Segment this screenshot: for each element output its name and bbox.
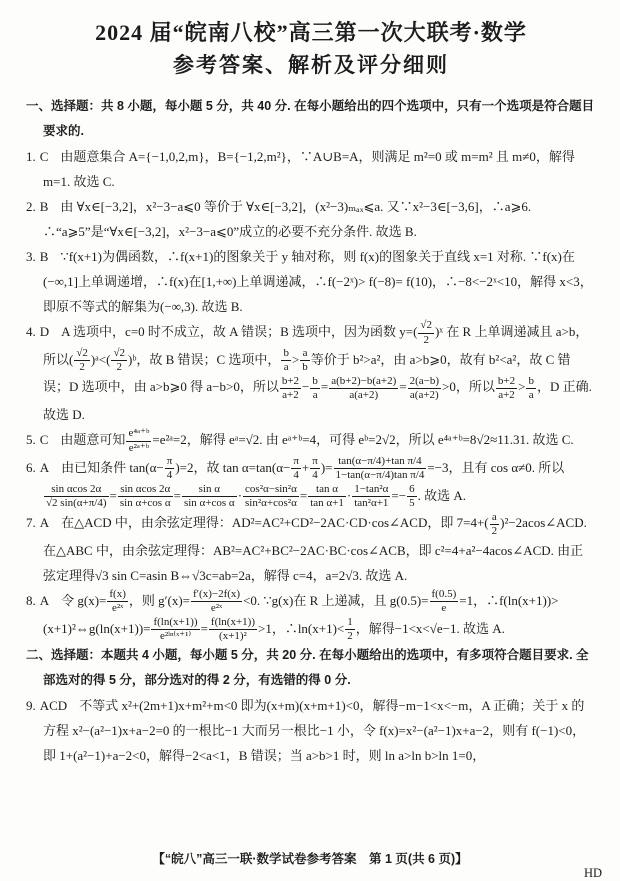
question-number: 6. (26, 459, 36, 475)
solution-text: 由题意可知 $\frac{\text{e⁴ᵃ⁺ᵇ}}{\text{e²ᵃ⁺ᵇ}}$ =e²ᵃ=2，解得 eᵃ=√2. 由 eᵃ⁺ᵇ=4，可得 eᵇ=2√2，所以 e⁴ᵃ⁺ᵇ=8√2≈11.31. 故选 C. (60, 427, 574, 454)
answer-label: B (39, 199, 49, 214)
question-solution (26, 693, 596, 768)
answer-label: A (39, 592, 50, 608)
question-solution (26, 588, 596, 643)
footer-caption: 【“皖八”高三一联·数学试卷参考答案 第 1 页(共 6 页)】 (152, 852, 468, 866)
fraction: $\frac{√2}{2}$ (420, 319, 432, 346)
fraction: $\frac{\pi}{4}$ (312, 455, 318, 482)
fraction: $\frac{f(0.5)}{e}$ (431, 588, 457, 615)
solution-text: 不等式 x²+(2m+1)x+m²+m<0 即为(x+m)(x+m+1)<0，解得−m−1<x<−m，A 正确；关于 x 的方程 x²−(a²−1)x+a−2=0 的一根比−1 大而另一根比−1 小，令 f(x)=x²−(a²−1)x+a−2，则有 f(−1)<0，即 1+(a²−1)+a−2<0，解得−2<a<1，B 错误；当 a>b>1 时，则 ln a>ln b>ln 1=0， (43, 698, 586, 764)
question-solution (26, 319, 596, 427)
solution-text: 由题意集合 A={−1,0,2,m}，B={−1,2,m²}，∵A∪B=A，则满足 m²=0 或 m=m² 且 m≠0，解得 m=1. 故选 C. (43, 149, 575, 189)
fraction: $\frac{\text{e⁴ᵃ⁺ᵇ}}{\text{e²ᵃ⁺ᵇ}}$ (128, 427, 150, 454)
fraction: $\frac{\text{tan(α−π/4)+tan π/4}}{\text{1−tan(α−π/4)tan π/4}}$ (335, 455, 425, 482)
fraction: $\frac{\text{tan α}}{\text{tan α+1}}$ (310, 482, 344, 510)
question-number: 3. (26, 249, 36, 264)
fraction: $\frac{√2}{2}$ (113, 347, 125, 374)
fraction: $\frac{f'(x)-2f(x)}{\text{e²ˣ}}$ (192, 588, 241, 615)
fraction: $\frac{b}{a}$ (283, 347, 289, 374)
fraction: $\frac{6}{5}$ (409, 482, 415, 510)
answer-label: B (39, 249, 49, 264)
answer-label: A (39, 459, 50, 475)
question-solution (26, 427, 596, 455)
fraction: $\frac{f(\ln(x+1))}{\text{e²ˡⁿ⁽ˣ⁺¹⁾}}$ (153, 615, 198, 643)
solution-text: 由 ∀x∈[−3,2]，x²−3−a⩽0 等价于 ∀x∈[−3,2]，(x²−3)ₘₐₓ⩽a. 又∵x²−3∈[−3,6]，∴a⩾6. ∴“a⩾5”是“∀x∈[−3,2]，x²−3−a⩽0”成立的必要不充分条件. 故选 B. (43, 199, 532, 239)
footer-code: HD (583, 866, 602, 880)
fraction: $\frac{\pi}{4}$ (293, 455, 299, 482)
fraction: $\frac{f(x)}{\text{e²ˣ}}$ (109, 588, 126, 615)
question-number: 2. (26, 199, 36, 214)
fraction: $\frac{\text{1−tan²α}}{\text{tan²α+1}}$ (354, 482, 389, 510)
answer-label: D (39, 324, 50, 339)
question-number: 8. (26, 592, 36, 608)
question-solution (26, 510, 596, 588)
fraction: $\frac{f(\ln(x+1))}{\text{(x+1)²}}$ (210, 615, 255, 643)
fraction: $\frac{\pi}{4}$ (166, 455, 173, 482)
section-header: 一、选择题：共 8 小题，每小题 5 分，共 40 分. 在每小题给出的四个选项中，只有一个选项是符合题目要求的. (26, 99, 595, 138)
question-solution (26, 194, 596, 244)
fraction: $\frac{a}{b}$ (302, 347, 308, 374)
question-solution (26, 455, 596, 510)
fraction: $\frac{b+2}{a+2}$ (281, 374, 300, 401)
question-solution (26, 144, 596, 194)
solution-text: A 选项中，c=0 时不成立，故 A 错误；B 选项中，因为函数 y=( $\frac{√2}{2}$ )ˣ 在 R 上单调递减且 a>b，所以( $\frac{√2}{2}$ )ᵃ<( $\frac{√2}{2}$ )ᵇ，故 B 错误；C 选项中， $\frac{b}{a}$ > $\frac{a}{b}$ 等价于 b²>a²，由 a>b⩾0，故有 b²<a²，故 C 错误；D 选项中，由 a>b⩾0 得 a−b>0，所以 $\frac{b+2}{a+2}$ − $\frac{b}{a}$ = $\frac{a(b+2)-b(a+2)}{a(a+2)}$ = $\frac{2(a-b)}{a(a+2)}$ >0，所以 $\frac{b+2}{a+2}$ > $\frac{b}{a}$ ，D 正确. 故选 D. (43, 319, 592, 423)
question-number: 5. (26, 432, 36, 448)
page-subtitle: 参考答案、解析及评分细则 (173, 53, 449, 77)
fraction: $\frac{√2}{2}$ (76, 347, 88, 374)
question-number: 9. (26, 698, 36, 714)
answer-label: ACD (39, 698, 68, 714)
solution-text: ∵f(x+1)为偶函数，∴f(x+1)的图象关于 y 轴对称，则 f(x)的图象关于直线 x=1 对称. ∵f(x)在(−∞,1]上单调递增，∴f(x)在[1,+∞)上单调递减，∴f(−2ˣ)> f(−8)= f(10)，∴−8<−2ˣ<10，解得 x<3，即原不等式的解集为(−∞,3). 故选 B. (43, 249, 593, 314)
answer-label: C (39, 432, 49, 448)
solutions-content (26, 94, 596, 768)
fraction: $\frac{a}{2}$ (491, 510, 498, 537)
fraction: $\frac{1}{2}$ (347, 615, 353, 643)
page-footer (0, 849, 620, 867)
fraction: $\frac{\text{sin αcos 2α}}{√2 \sin(\alpha+\pi/4)}$ (46, 482, 107, 510)
fraction: $\frac{2(a-b)}{a(a+2)}$ (409, 374, 440, 401)
fraction: $\frac{b}{a}$ (312, 374, 318, 401)
answer-label: C (39, 149, 49, 164)
fraction: $\frac{\text{sin α}}{\text{sin α+cos α}}$ (183, 482, 235, 510)
answer-label: A (39, 515, 50, 531)
question-number: 7. (26, 515, 36, 531)
question-solution (26, 244, 596, 319)
fraction: $\frac{\text{cos²α−sin²α}}{\text{sin²α+cos²α}}$ (245, 482, 297, 510)
fraction: $\frac{\text{sin αcos 2α}}{\text{sin α+cos α}}$ (119, 482, 171, 510)
solution-text: 令 g(x)= $\frac{f(x)}{\text{e²ˣ}}$ ，则 g′(x)= $\frac{f'(x)-2f(x)}{\text{e²ˣ}}$ <0. ∵g(x)在 R 上递减，且 g(0.5)= $\frac{f(0.5)}{e}$ =1，∴f(ln(x+1))>(x+1)²⇔g(ln(x+1))= $\frac{f(\ln(x+1))}{\text{e²ˡⁿ⁽ˣ⁺¹⁾}}$ = $\frac{f(\ln(x+1))}{\text{(x+1)²}}$ >1，∴ln(x+1)< $\frac{1}{2}$ ，解得−1<x<√e−1. 故选 A. (43, 588, 559, 643)
fraction: $\frac{a(b+2)-b(a+2)}{a(a+2)}$ (331, 374, 397, 401)
fraction: $\frac{b}{a}$ (528, 374, 534, 401)
solution-text: 在△ACD 中，由余弦定理得：AD²=AC²+CD²−2AC·CD·cos∠ACD，即 7=4+( $\frac{a}{2}$ )²−2acos∠ACD. 在△ABC 中，由余弦定理得：AB²=AC²+BC²−2AC·BC·cos∠ACB，即 c²=4+a²−4acos∠ACD. 由正弦定理得√3 sin C=asin B⇔√3c=ab=2a，解得 c=4，a=2√3. 故选 A. (43, 510, 587, 583)
section-header: 二、选择题：本题共 4 小题，每小题 5 分，共 20 分. 在每小题给出的选项中，有多项符合题目要求. 全部选对的得 5 分，部分选对的得 2 分，有选错的得 0 分. (26, 648, 589, 688)
question-number: 4. (26, 324, 36, 339)
question-number: 1. (26, 149, 36, 164)
fraction: $\frac{b+2}{a+2}$ (497, 374, 516, 401)
page-title: 2024 届“皖南八校”高三第一次大联考·数学 (95, 20, 527, 45)
solution-text: 由已知条件 tan(α− $\frac{\pi}{4}$ )=2，故 tan α=tan(α− $\frac{\pi}{4}$ + $\frac{\pi}{4}$ )= $\frac{\text{tan(α−π/4)+tan π/4}}{\text{1−tan(α−π/4)tan π/4}}$ =−3，且有 cos α≠0. 所以 $\frac{\text{sin αcos 2α}}{√2 \sin(\alpha+\pi/4)}$ = $\frac{\text{sin αcos 2α}}{\text{sin α+cos α}}$ = $\frac{\text{sin α}}{\text{sin α+cos α}}$ · $\frac{\text{cos²α−sin²α}}{\text{sin²α+cos²α}}$ = $\frac{\text{tan α}}{\text{tan α+1}}$ · $\frac{\text{1−tan²α}}{\text{tan²α+1}}$ =− $\frac{6}{5}$ . 故选 A. (46, 455, 565, 510)
